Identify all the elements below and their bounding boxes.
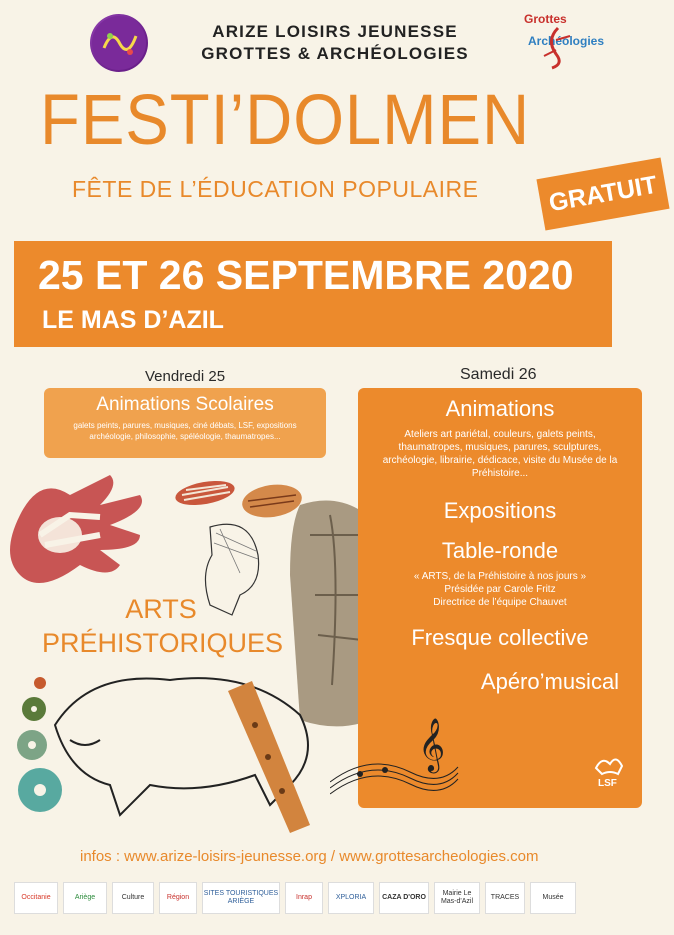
saturday-apero: Apéro’musical xyxy=(480,669,620,694)
hand-stencil-icon xyxy=(10,475,142,583)
partner-logos-strip xyxy=(14,874,664,922)
saturday-animations-heading: Animations xyxy=(445,396,555,421)
arts-line-2: PRÉHISTORIQUES xyxy=(42,628,284,658)
table-ronde-quote: « ARTS, de la Préhistoire à nos jours » xyxy=(413,571,587,582)
friday-label: Vendredi 25 xyxy=(145,368,226,385)
sign-language-icon xyxy=(590,750,630,790)
friday-program-box xyxy=(44,388,326,458)
event-location: LE MAS D’AZIL xyxy=(42,306,224,334)
partner-logo-caza-doro: CAZA D'ORO xyxy=(379,882,429,914)
table-ronde-role: Directrice de l’équipe Chauvet xyxy=(433,597,567,608)
hands-signing-graphic xyxy=(590,750,630,790)
logo-word-grottes: Grottes xyxy=(524,12,567,26)
lizard-icon xyxy=(516,10,620,70)
partner-logo-inrap: Inrap xyxy=(285,882,323,914)
table-ronde-presided: Présidée par Carole Fritz xyxy=(444,584,556,595)
music-notes-icon xyxy=(330,712,460,802)
arts-prehistoric-title xyxy=(42,592,284,660)
lsf-label: LSF xyxy=(598,778,617,789)
saturday-animations-details: Ateliers art pariétal, couleurs, galets peints, thaumatropes, musiques, parures, sculptures, archéologie, librairie, dédicace, visite du Musée de la Préhistoire... xyxy=(382,429,618,479)
svg-text:𝄞: 𝄞 xyxy=(418,717,446,771)
bead-icon xyxy=(17,677,62,812)
free-badge: GRATUIT xyxy=(536,157,669,230)
festival-subtitle: FÊTE DE L’ÉDUCATION POPULAIRE xyxy=(72,176,479,202)
header-org-line-1: ARIZE LOISIRS JEUNESSE xyxy=(212,22,458,41)
event-dates: 25 ET 26 SEPTEMBRE 2020 xyxy=(38,252,574,298)
saturday-table-ronde: Table-ronde xyxy=(441,538,559,563)
partner-logo-region: Région xyxy=(159,882,197,914)
arize-loisirs-logo xyxy=(90,14,148,72)
friday-heading: Animations Scolaires xyxy=(96,394,274,415)
saturday-fresque: Fresque collective xyxy=(411,625,589,650)
grottes-archeologies-logo xyxy=(516,10,620,70)
partner-logo-musee: Musée xyxy=(530,882,576,914)
logo-word-archeologies: Archéologies xyxy=(528,34,605,48)
partner-logo-traces: TRACES xyxy=(485,882,525,914)
arize-logo-graphic xyxy=(90,14,148,72)
partner-logo-occitanie: Occitanie xyxy=(14,882,58,914)
partner-logo-mairie: Mairie Le Mas-d'Azil xyxy=(434,882,480,914)
saturday-expositions: Expositions xyxy=(443,498,557,523)
stele-statue-icon xyxy=(290,501,360,727)
pebble-icon xyxy=(174,477,304,521)
festival-title: FESTI’DOLMEN xyxy=(40,81,531,160)
partner-logo-ariege: Ariège xyxy=(63,882,107,914)
header-org-line-2: GROTTES & ARCHÉOLOGIES xyxy=(201,44,469,63)
arts-line-1: ARTS xyxy=(125,594,197,624)
partner-logo-sites-touristiques: SITES TOURISTIQUES ARIÈGE xyxy=(202,882,280,914)
saturday-label: Samedi 26 xyxy=(460,366,537,383)
info-websites: infos : www.arize-loisirs-jeunesse.org / www.grottesarcheologies.com xyxy=(80,848,539,865)
friday-details: galets peints, parures, musiques, ciné débats, LSF, expositions archéologie, philosophie, spéléologie, thaumatropes... xyxy=(73,421,297,441)
partner-logo-culture: Culture xyxy=(112,882,154,914)
partner-logo-xploria: XPLORIA xyxy=(328,882,374,914)
